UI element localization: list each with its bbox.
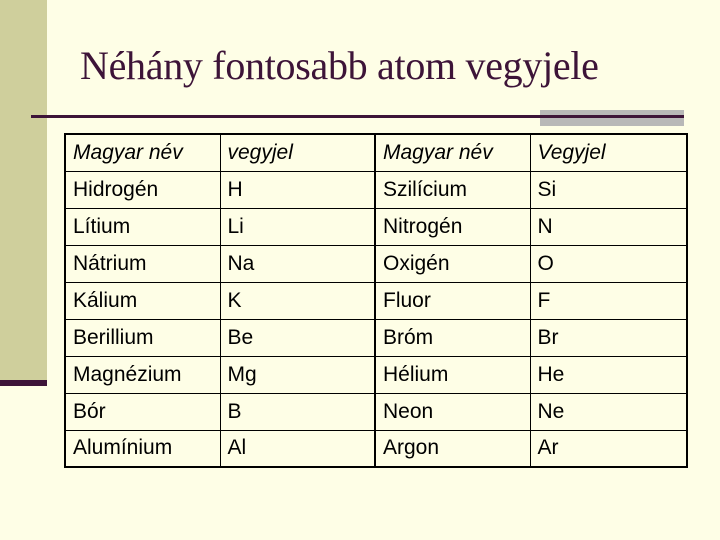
table-header-row bbox=[65, 134, 687, 171]
element-name-cell: Hélium bbox=[375, 356, 530, 393]
element-symbol-cell: Ne bbox=[530, 393, 687, 430]
side-band bbox=[0, 0, 47, 383]
element-symbol-cell: O bbox=[530, 245, 687, 282]
element-name-cell: Nitrogén bbox=[375, 208, 530, 245]
side-accent-bar bbox=[0, 380, 47, 386]
table-row bbox=[65, 282, 687, 319]
element-symbol-cell: N bbox=[530, 208, 687, 245]
element-symbol-table bbox=[64, 133, 688, 468]
element-symbol-cell: Ar bbox=[530, 430, 687, 467]
table-row bbox=[65, 430, 687, 467]
title-rule-gray-accent bbox=[540, 110, 684, 126]
element-name-cell: Oxigén bbox=[375, 245, 530, 282]
element-name-cell: Magnézium bbox=[65, 356, 220, 393]
slide-title: Néhány fontosabb atom vegyjele bbox=[80, 43, 599, 88]
element-name-cell: Bróm bbox=[375, 319, 530, 356]
element-symbol-cell: K bbox=[220, 282, 375, 319]
element-symbol-cell: Si bbox=[530, 171, 687, 208]
element-name-cell: Neon bbox=[375, 393, 530, 430]
element-name-cell: Alumínium bbox=[65, 430, 220, 467]
element-symbol-cell: Mg bbox=[220, 356, 375, 393]
element-symbol-cell: Al bbox=[220, 430, 375, 467]
element-name-cell: Berillium bbox=[65, 319, 220, 356]
element-symbol-cell: Na bbox=[220, 245, 375, 282]
header-name-2: Magyar név bbox=[375, 134, 530, 171]
element-name-cell: Fluor bbox=[375, 282, 530, 319]
element-symbol-cell: H bbox=[220, 171, 375, 208]
table-row bbox=[65, 393, 687, 430]
element-symbol-cell: B bbox=[220, 393, 375, 430]
element-symbol-cell: He bbox=[530, 356, 687, 393]
table-row bbox=[65, 356, 687, 393]
header-symbol-1: vegyjel bbox=[220, 134, 375, 171]
element-name-cell: Bór bbox=[65, 393, 220, 430]
element-symbol-cell: Be bbox=[220, 319, 375, 356]
element-symbol-cell: F bbox=[530, 282, 687, 319]
table-row bbox=[65, 208, 687, 245]
element-name-cell: Hidrogén bbox=[65, 171, 220, 208]
element-name-cell: Kálium bbox=[65, 282, 220, 319]
element-name-cell: Szilícium bbox=[375, 171, 530, 208]
element-name-cell: Argon bbox=[375, 430, 530, 467]
element-symbol-cell: Br bbox=[530, 319, 687, 356]
element-name-cell: Lítium bbox=[65, 208, 220, 245]
element-name-cell: Nátrium bbox=[65, 245, 220, 282]
table-row bbox=[65, 319, 687, 356]
title-rule bbox=[31, 115, 684, 118]
table-row bbox=[65, 245, 687, 282]
table-row bbox=[65, 171, 687, 208]
header-name-1: Magyar név bbox=[65, 134, 220, 171]
element-symbol-cell: Li bbox=[220, 208, 375, 245]
header-symbol-2: Vegyjel bbox=[530, 134, 687, 171]
